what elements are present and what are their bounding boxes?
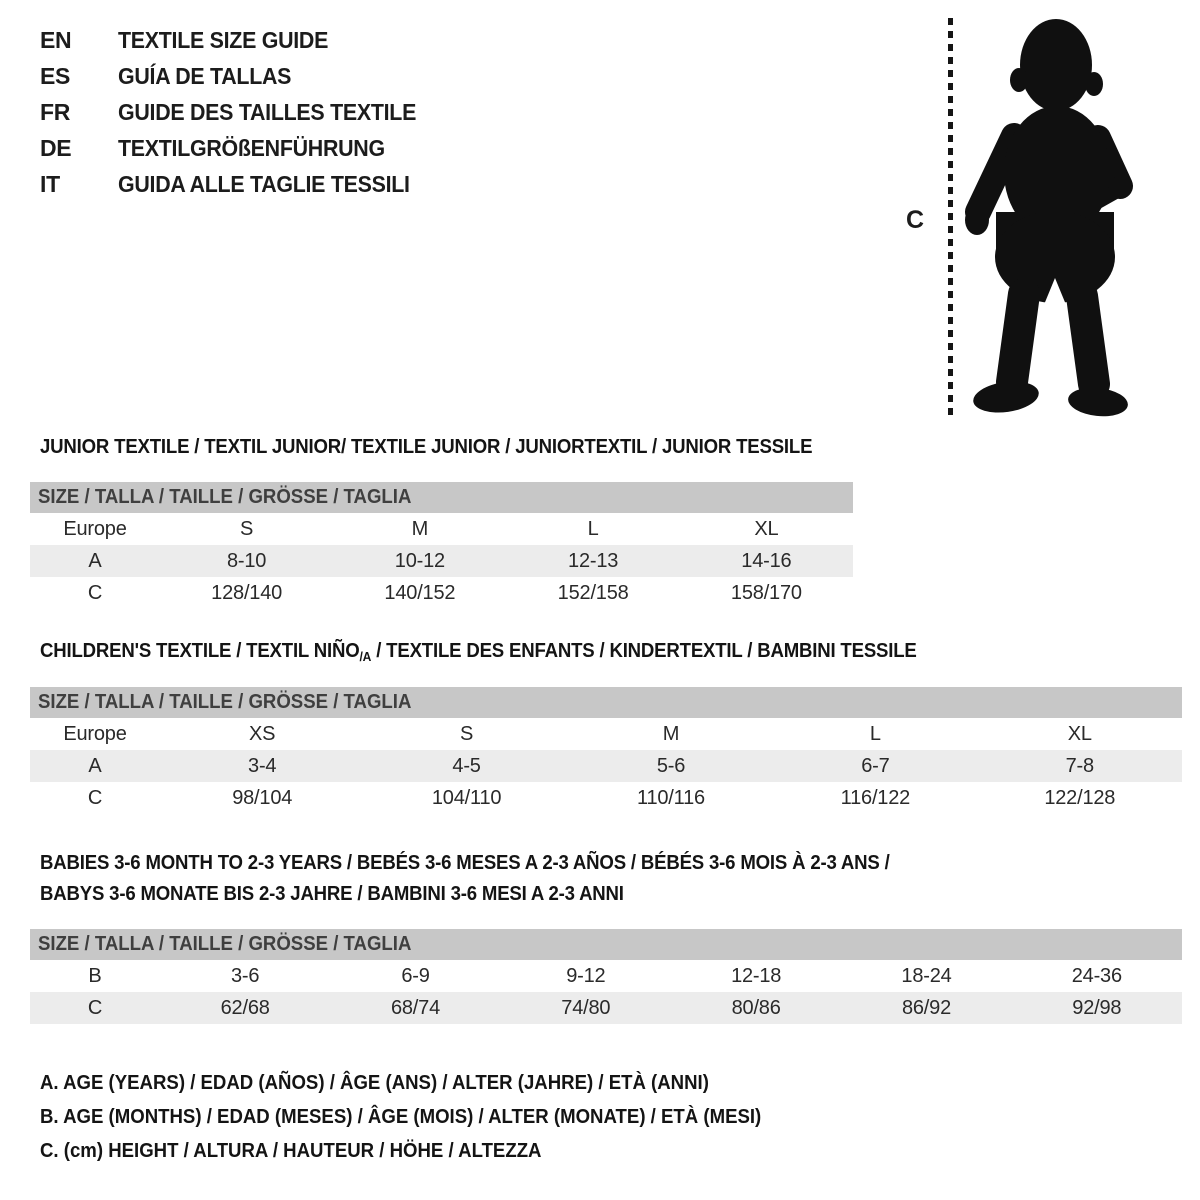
language-code: FR	[40, 98, 71, 125]
row-label: C	[87, 786, 103, 809]
language-title: GUIDA ALLE TAGLIE TESSILI	[118, 170, 410, 197]
table-cell: 68/74	[390, 996, 441, 1019]
table-cell: 6-7	[861, 754, 890, 777]
row-label: C	[87, 581, 103, 604]
babies-size-table	[30, 929, 1182, 1024]
table-row	[30, 750, 1182, 782]
table-cell: 6-9	[401, 964, 430, 987]
table-row	[30, 992, 1182, 1024]
table-cell: 3-4	[248, 754, 277, 777]
language-row-it	[40, 166, 439, 202]
language-row-es	[40, 58, 439, 94]
height-measure-label: C	[906, 206, 925, 234]
language-title-list	[40, 22, 439, 202]
children-title-subscript: /A	[359, 649, 372, 664]
table-row	[30, 782, 1182, 814]
row-label: A	[88, 549, 102, 572]
table-cell: 158/170	[730, 581, 802, 604]
row-label: Europe	[63, 722, 127, 745]
table-cell: 152/158	[557, 581, 629, 604]
size-header-bar	[30, 929, 1182, 960]
language-title: TEXTILE SIZE GUIDE	[118, 26, 329, 53]
table-cell: 9-12	[566, 964, 606, 987]
size-header-bar	[30, 482, 853, 513]
table-cell: M	[411, 517, 429, 540]
table-cell: 18-24	[901, 964, 952, 987]
junior-section-title: JUNIOR TEXTILE / TEXTIL JUNIOR/ TEXTILE JUNIOR / JUNIORTEXTIL / JUNIOR TESSILE	[40, 436, 813, 458]
table-cell: 10-12	[394, 549, 445, 572]
table-cell: 104/110	[431, 786, 502, 809]
row-label: C	[87, 996, 103, 1019]
language-title: TEXTILGRÖßENFÜHRUNG	[118, 134, 385, 161]
table-cell: 12-18	[731, 964, 782, 987]
babies-section-title	[40, 848, 1200, 910]
legend-line-b: B. AGE (MONTHS) / EDAD (MESES) / ÂGE (MOIS) / ALTER (MONATE) / ETÀ (MESI)	[40, 1106, 762, 1128]
table-cell: S	[460, 722, 474, 745]
height-dashed-line	[948, 18, 953, 416]
row-label: Europe	[63, 517, 127, 540]
table-cell: 3-6	[231, 964, 260, 987]
table-row	[30, 960, 1182, 992]
table-cell: 4-5	[452, 754, 481, 777]
table-cell: 14-16	[741, 549, 792, 572]
table-cell: M	[662, 722, 680, 745]
table-cell: 74/80	[561, 996, 611, 1019]
table-cell: XL	[1067, 722, 1092, 745]
legend-line-c: C. (cm) HEIGHT / ALTURA / HAUTEUR / HÖHE / ALTEZZA	[40, 1140, 542, 1162]
table-cell: 12-13	[568, 549, 619, 572]
table-cell: XL	[754, 517, 779, 540]
legend-line-a: A. AGE (YEARS) / EDAD (AÑOS) / ÂGE (ANS) / ALTER (JAHRE) / ETÀ (ANNI)	[40, 1072, 709, 1094]
table-cell: 128/140	[211, 581, 283, 604]
toddler-silhouette-icon	[962, 14, 1140, 418]
language-row-fr	[40, 94, 439, 130]
language-row-de	[40, 130, 439, 166]
table-cell: 80/86	[731, 996, 781, 1019]
language-code: EN	[40, 26, 72, 53]
junior-size-table	[30, 482, 853, 609]
table-cell: 86/92	[901, 996, 951, 1019]
table-cell: 122/128	[1044, 786, 1116, 809]
table-cell: 24-36	[1071, 964, 1122, 987]
table-row	[30, 718, 1182, 750]
table-cell: 8-10	[227, 549, 267, 572]
table-cell: 5-6	[656, 754, 686, 777]
language-code: DE	[40, 134, 72, 161]
table-cell: 98/104	[232, 786, 293, 809]
measure-legend	[40, 1066, 1200, 1168]
table-row	[30, 577, 853, 609]
row-label: B	[88, 964, 102, 987]
table-cell: L	[587, 517, 599, 540]
size-header-label: SIZE / TALLA / TAILLE / GRÖSSE / TAGLIA	[38, 933, 412, 955]
size-header-label: SIZE / TALLA / TAILLE / GRÖSSE / TAGLIA	[38, 486, 412, 508]
babies-title-line1: BABIES 3-6 MONTH TO 2-3 YEARS / BEBÉS 3-6 MESES A 2-3 AÑOS / BÉBÉS 3-6 MOIS À 2-3 ANS /	[40, 852, 890, 874]
table-cell: 92/98	[1072, 996, 1122, 1019]
children-title-text: / TEXTILE DES ENFANTS / KINDERTEXTIL / BAMBINI TESSILE	[371, 640, 917, 662]
language-code: ES	[40, 62, 71, 89]
babies-title-line2: BABYS 3-6 MONATE BIS 2-3 JAHRE / BAMBINI 3-6 MESI A 2-3 ANNI	[40, 883, 624, 905]
children-size-table	[30, 687, 1182, 814]
children-title-text: CHILDREN'S TEXTILE / TEXTIL NIÑO	[40, 640, 360, 662]
size-header-bar	[30, 687, 1182, 718]
table-cell: 140/152	[384, 581, 456, 604]
children-section-title	[40, 640, 917, 664]
language-title: GUÍA DE TALLAS	[118, 62, 292, 89]
row-label: A	[88, 754, 102, 777]
table-row	[30, 545, 853, 577]
table-cell: 110/116	[637, 786, 705, 809]
size-header-label: SIZE / TALLA / TAILLE / GRÖSSE / TAGLIA	[38, 691, 412, 713]
language-title: GUIDE DES TAILLES TEXTILE	[118, 98, 417, 125]
table-cell: 7-8	[1065, 754, 1094, 777]
language-row-en	[40, 22, 439, 58]
table-cell: XS	[249, 722, 276, 745]
table-cell: 62/68	[220, 996, 270, 1019]
table-cell: 116/122	[840, 786, 911, 809]
table-row	[30, 513, 853, 545]
table-cell: S	[240, 517, 254, 540]
language-code: IT	[40, 170, 60, 197]
table-cell: L	[869, 722, 881, 745]
